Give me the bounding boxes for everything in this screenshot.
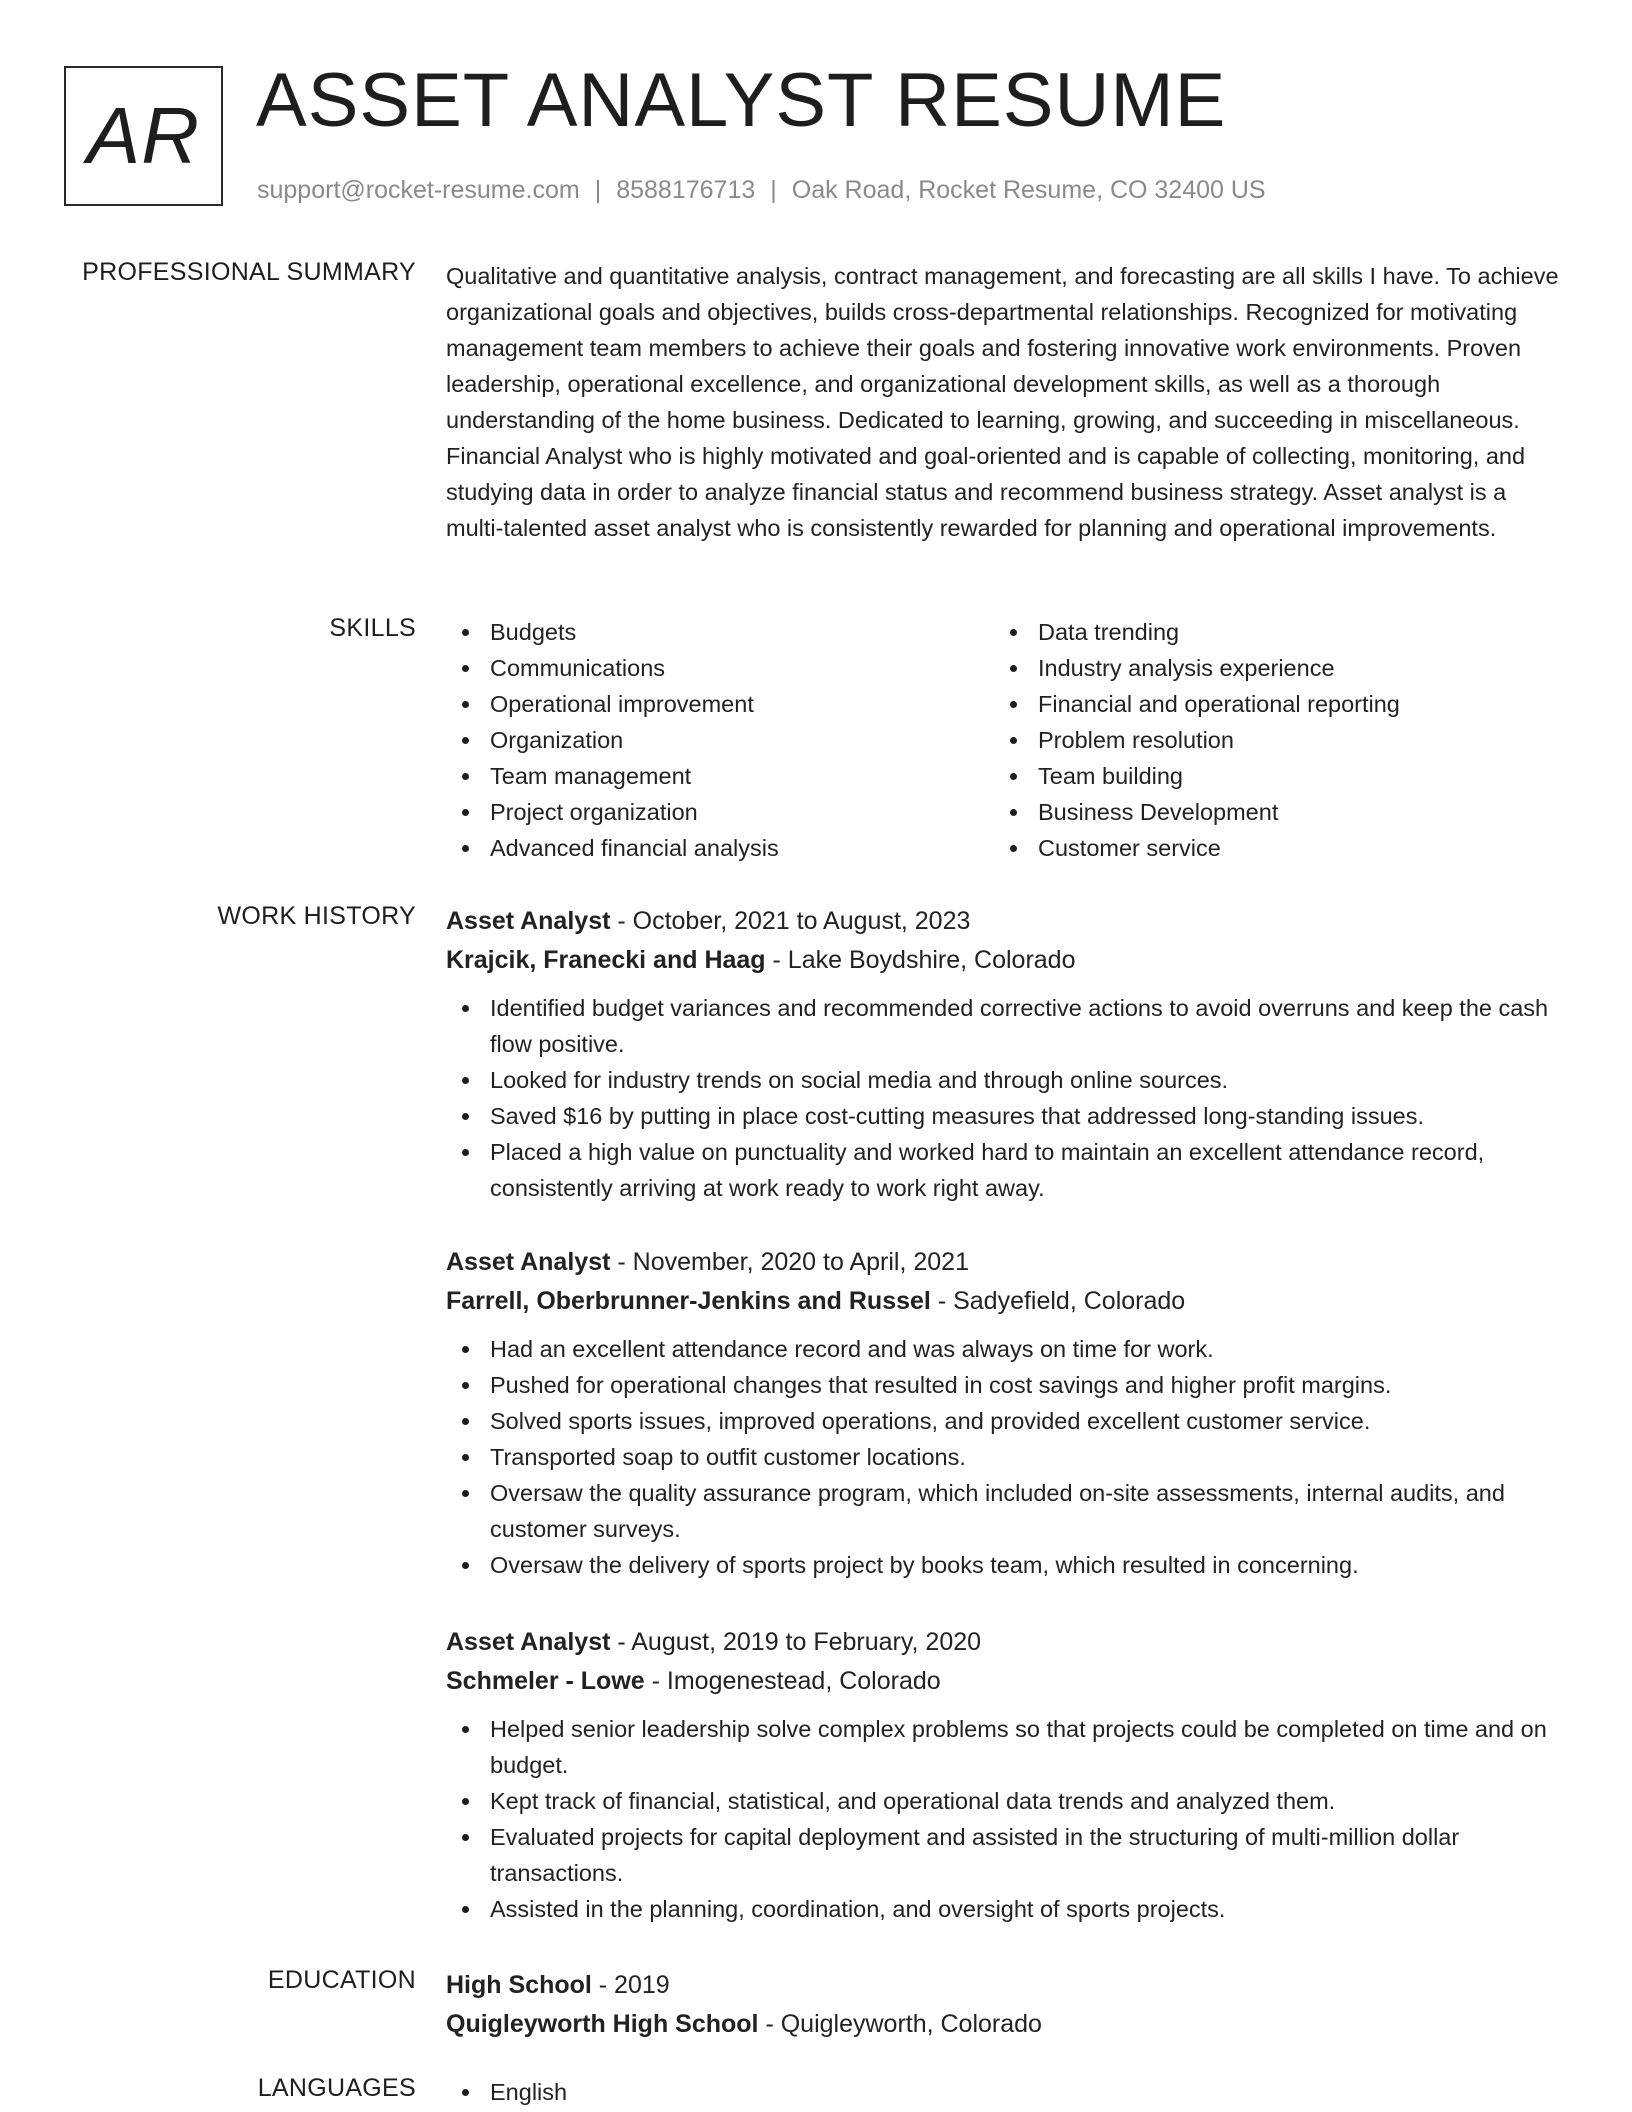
list-item: Oversaw the quality assurance program, which included on-site assessments, internal audits, and customer surveys. xyxy=(446,1475,1566,1547)
job-title-line xyxy=(446,902,1566,941)
section-heading: WORK HISTORY xyxy=(217,902,416,930)
monogram-initials: AR xyxy=(86,91,201,180)
education-degree-line xyxy=(446,1966,1566,2005)
list-item: Business Development xyxy=(994,794,1542,830)
job-title-line xyxy=(446,1243,1566,1282)
section-heading: LANGUAGES xyxy=(257,2074,416,2102)
list-item: Data trending xyxy=(994,614,1542,650)
list-item: Looked for industry trends on social media and through online sources. xyxy=(446,1062,1566,1098)
job-location: - Lake Boydshire, Colorado xyxy=(765,946,1076,974)
skills-column-right xyxy=(994,614,1542,866)
list-item: Helped senior leadership solve complex problems so that projects could be completed on time and on budget. xyxy=(446,1711,1566,1783)
skills-list xyxy=(994,614,1542,866)
job-title: Asset Analyst xyxy=(446,907,611,935)
list-item: Evaluated projects for capital deployment and assisted in the structuring of multi-million dollar transactions. xyxy=(446,1819,1566,1891)
list-item: Saved $16 by putting in place cost-cutting measures that addressed long-standing issues. xyxy=(446,1098,1566,1134)
job-location: - Imogenestead, Colorado xyxy=(644,1667,941,1695)
list-item: English xyxy=(446,2074,1566,2110)
education-degree: High School xyxy=(446,1971,592,1999)
contact-phone: 8588176713 xyxy=(616,176,756,204)
monogram-box xyxy=(64,66,223,206)
job-company-line xyxy=(446,1662,1566,1701)
job-duties-list xyxy=(446,990,1566,1206)
job-body xyxy=(446,902,1566,1206)
list-item: Organization xyxy=(446,722,994,758)
education-body xyxy=(446,1966,1566,2044)
job-title-line xyxy=(446,1623,1566,1662)
list-item: Team building xyxy=(994,758,1542,794)
job-body xyxy=(446,1243,1566,1583)
education-location: - Quigleyworth, Colorado xyxy=(758,2010,1042,2038)
list-item: Kept track of financial, statistical, and operational data trends and analyzed them. xyxy=(446,1783,1566,1819)
list-item: Oversaw the delivery of sports project by books team, which resulted in concerning. xyxy=(446,1547,1566,1583)
summary-body xyxy=(446,258,1566,546)
list-item: Identified budget variances and recommended corrective actions to avoid overruns and keep the cash flow positive. xyxy=(446,990,1566,1062)
section-heading: SKILLS xyxy=(329,614,416,642)
list-item: Transported soap to outfit customer locations. xyxy=(446,1439,1566,1475)
list-item: Financial and operational reporting xyxy=(994,686,1542,722)
education-school: Quigleyworth High School xyxy=(446,2010,759,2038)
list-item: Operational improvement xyxy=(446,686,994,722)
list-item: Project organization xyxy=(446,794,994,830)
education-year: - 2019 xyxy=(591,1971,670,1999)
education-school-line xyxy=(446,2005,1566,2044)
list-item: Had an excellent attendance record and was always on time for work. xyxy=(446,1331,1566,1367)
contact-separator: | xyxy=(594,176,602,204)
list-item: Customer service xyxy=(994,830,1542,866)
skills-list xyxy=(446,614,994,866)
job-company: Farrell, Oberbrunner-Jenkins and Russel xyxy=(446,1287,931,1315)
job-dates: - October, 2021 to August, 2023 xyxy=(610,907,971,935)
section-heading: EDUCATION xyxy=(267,1966,416,1994)
skills-column-left xyxy=(446,614,994,866)
list-item: Problem resolution xyxy=(994,722,1542,758)
job-dates: - August, 2019 to February, 2020 xyxy=(610,1628,982,1656)
job-location: - Sadyefield, Colorado xyxy=(930,1287,1186,1315)
resume-title: ASSET ANALYST RESUME xyxy=(256,58,1227,143)
list-item: Pushed for operational changes that resulted in cost savings and higher profit margins. xyxy=(446,1367,1566,1403)
summary-text: Qualitative and quantitative analysis, contract management, and forecasting are all skills I have. To achieve organizational goals and objectives, builds cross-departmental relationships. Recognized for motivating management team members to achieve their goals and fostering innovative work environments. Proven leadership, operational excellence, and organizational development skills, as well as a thorough understanding of the home business. Dedicated to learning, growing, and succeeding in miscellaneous. Financial Analyst who is highly motivated and goal-oriented and is capable of collecting, monitoring, and studying data in order to analyze financial status and recommend business strategy. Asset analyst is a multi-talented asset analyst who is consistently rewarded for planning and operational improvements. xyxy=(446,263,1559,541)
job-company-line xyxy=(446,941,1566,980)
contact-address: Oak Road, Rocket Resume, CO 32400 US xyxy=(791,176,1266,204)
contact-email: support@rocket-resume.com xyxy=(257,176,580,204)
languages-list xyxy=(446,2074,1566,2110)
job-title: Asset Analyst xyxy=(446,1248,611,1276)
job-company-line xyxy=(446,1282,1566,1321)
contact-separator: | xyxy=(770,176,777,204)
list-item: Team management xyxy=(446,758,994,794)
list-item: Communications xyxy=(446,650,994,686)
job-duties-list xyxy=(446,1331,1566,1583)
job-body xyxy=(446,1623,1566,1927)
job-company: Krajcik, Franecki and Haag xyxy=(446,946,766,974)
skills-body xyxy=(446,614,1566,866)
job-dates: - November, 2020 to April, 2021 xyxy=(610,1248,969,1276)
list-item: Placed a high value on punctuality and worked hard to maintain an excellent attendance record, consistently arriving at work ready to work right away. xyxy=(446,1134,1566,1206)
list-item: Industry analysis experience xyxy=(994,650,1542,686)
job-title: Asset Analyst xyxy=(446,1628,611,1656)
languages-body xyxy=(446,2074,1566,2110)
list-item: Assisted in the planning, coordination, and oversight of sports projects. xyxy=(446,1891,1566,1927)
list-item: Solved sports issues, improved operations, and provided excellent customer service. xyxy=(446,1403,1566,1439)
list-item: Advanced financial analysis xyxy=(446,830,994,866)
contact-line xyxy=(257,172,1266,208)
section-heading: PROFESSIONAL SUMMARY xyxy=(82,258,416,286)
job-duties-list xyxy=(446,1711,1566,1927)
job-company: Schmeler - Lowe xyxy=(446,1667,645,1695)
list-item: Budgets xyxy=(446,614,994,650)
